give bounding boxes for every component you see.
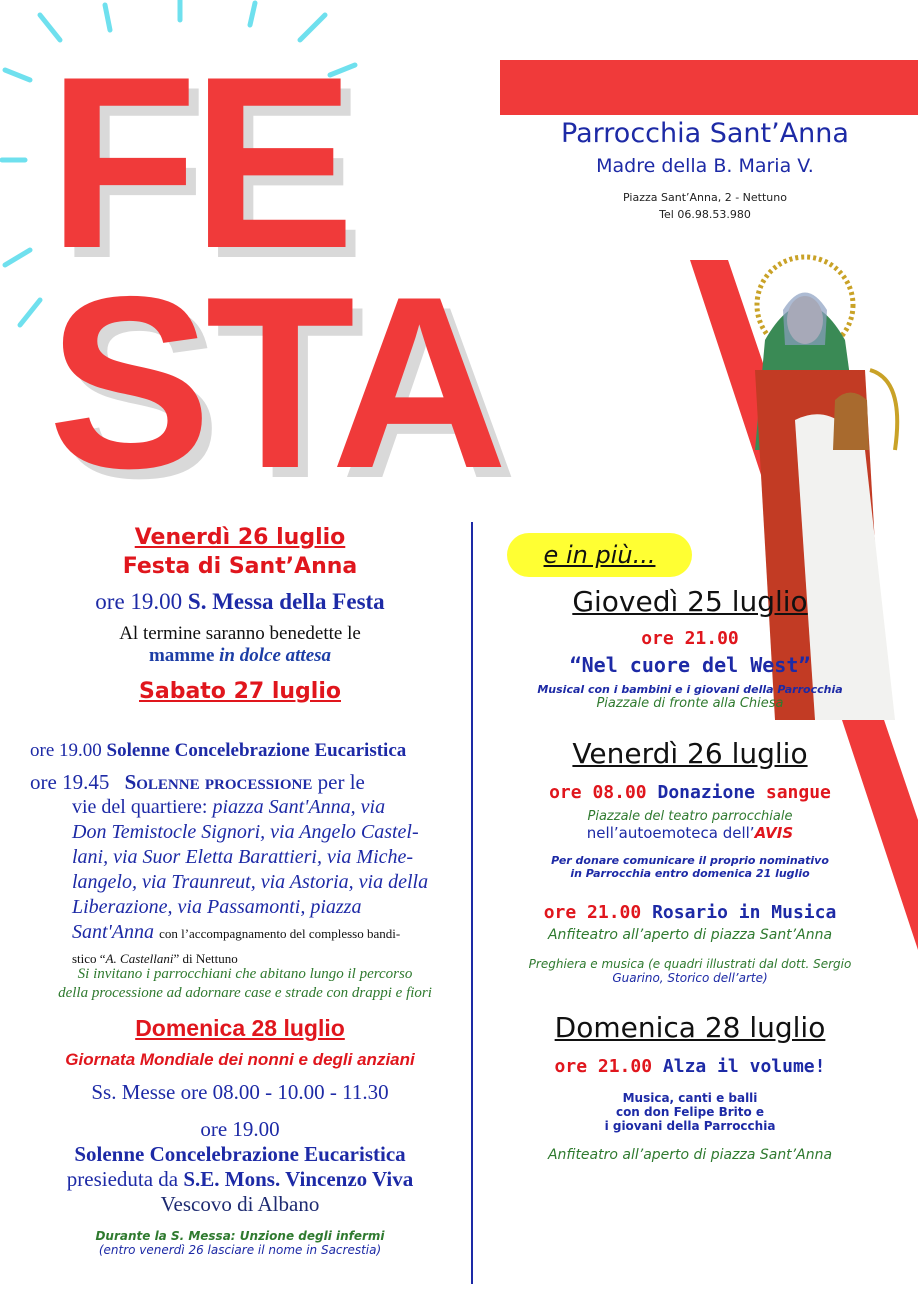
sat-line2-time: ore 19.45 (30, 770, 110, 794)
sat-route-line1: vie del quartiere: piazza Sant'Anna, via (72, 796, 386, 818)
thu-place: Piazzale di fronte alla Chiesa (596, 696, 784, 711)
parish-subtitle: Madre della B. Maria V. (596, 155, 814, 177)
sun-giornata: Giornata Mondiale dei nonni e degli anziani (65, 1050, 415, 1069)
fri2-where-avis: AVIS (754, 824, 794, 842)
fri-note2 (20, 645, 460, 667)
sat-invite (20, 965, 470, 1003)
parish-address: Piazza Sant’Anna, 2 - Nettuno (623, 191, 787, 204)
sat-line2-event: Solenne processione (124, 770, 313, 794)
sun-block (15, 1015, 465, 1257)
sat-line1-event: Solenne Concelebrazione Eucaristica (106, 740, 407, 761)
sun2-volume (480, 1056, 900, 1077)
thu-date: Giovedì 25 luglio (572, 585, 808, 618)
sat-line2-rest: per le (317, 770, 365, 794)
fri2-rosary (480, 902, 900, 923)
sat-block (30, 740, 460, 971)
sat-route-line7: stico “A. Castellani” di Nettuno (72, 951, 238, 966)
parish-header (540, 118, 870, 221)
sat-invite-line2: della processione ad adornare case e strade con drappi e fiori (58, 985, 432, 1001)
sat-invite-line1: Si invitano i parrocchiani che abitano lungo il percorso (77, 966, 413, 982)
fri2-info2: in Parrocchia entro domenica 21 luglio (570, 867, 810, 880)
sat-line1-time: ore 19.00 (30, 740, 102, 761)
fri2-event-a: Donazione (657, 782, 756, 803)
fri2-where (480, 824, 900, 842)
fri2-rosary-desc2: Guarino, Storico dell’arte) (612, 971, 768, 985)
sun-bishop: S.E. Mons. Vincenzo Viva (183, 1167, 414, 1191)
fri-note2-mothers: mamme (148, 645, 215, 666)
sun-presided-label: presieduta da (66, 1167, 179, 1191)
fri2-date: Venerdì 26 luglio (572, 737, 808, 770)
fri2-event-b: sangue (765, 782, 831, 803)
sat-line2 (30, 770, 460, 795)
fri-note1: Al termine saranno benedette le (119, 623, 361, 644)
sun2-desc3: i giovani della Parrocchia (604, 1119, 776, 1133)
fri2-rosary-desc1: Preghiera e musica (e quadri illustrati dal dott. Sergio (528, 957, 852, 971)
fri-date: Venerdì 26 luglio (134, 525, 346, 550)
right-column (480, 585, 900, 1163)
fri2-place: Piazzale del teatro parrocchiale (587, 809, 793, 824)
sat-route-line3: lani, via Suor Eletta Barattieri, via Miche- (72, 846, 414, 868)
fri2-rosary-time: ore 21.00 (543, 902, 642, 923)
sun-note1: Durante la S. Messa: Unzione degli infermi (95, 1229, 385, 1243)
sat-line1 (30, 740, 460, 762)
sun2-date: Domenica 28 luglio (554, 1011, 826, 1044)
fri2-where-a: nell’autoemoteca dell’ (586, 824, 755, 842)
sat-route-line5: Liberazione, via Passamonti, piazza (72, 896, 362, 918)
sun2-place: Anfiteatro all’aperto di piazza Sant’Anna (547, 1147, 833, 1163)
sun-see: Vescovo di Albano (160, 1192, 320, 1216)
sun2-desc1: Musica, canti e balli (622, 1091, 758, 1105)
sat-route-line2: Don Temistocle Signori, via Angelo Castel- (72, 821, 419, 843)
left-column (20, 525, 460, 704)
sun2-desc2: con don Felipe Brito e (615, 1105, 765, 1119)
festa-title-row2: STA (48, 245, 502, 519)
sat-route-line4: langelo, via Traunreut, via Astoria, via della (72, 871, 429, 893)
parish-name: Parrocchia Sant’Anna (561, 118, 849, 149)
thu-desc: Musical con i bambini e i giovani della Parrocchia (537, 683, 843, 696)
sun-event: Solenne Concelebrazione Eucaristica (74, 1142, 406, 1166)
sun-date: Domenica 28 luglio (135, 1015, 345, 1041)
fri-note2-expecting: in dolce attesa (219, 645, 332, 666)
fri2-rosary-place: Anfiteatro all’aperto di piazza Sant’Anna (547, 927, 833, 943)
sat-date: Sabato 27 luglio (139, 679, 341, 704)
fri2-time: ore 08.00 (549, 782, 647, 803)
fri2-donation (480, 782, 900, 803)
sun2-time: ore 21.00 (554, 1056, 653, 1077)
fri2-info1: Per donare comunicare il proprio nominativo (551, 854, 829, 867)
column-divider (471, 522, 473, 1284)
sun2-event: Alza il volume! (662, 1056, 826, 1077)
sun-note2: (entro venerdì 26 lasciare il nome in Sacrestia) (98, 1243, 382, 1257)
sat-route (72, 795, 460, 971)
sun-time: ore 19.00 (200, 1117, 280, 1141)
thu-time: ore 21.00 (641, 628, 739, 649)
fri-title: Festa di Sant’Anna (122, 554, 358, 579)
thu-title: “Nel cuore del West” (569, 653, 811, 677)
fri2-rosary-event: Rosario in Musica (652, 902, 837, 923)
fri-mass (20, 589, 460, 615)
fri-mass-time: ore 19.00 (95, 589, 183, 614)
parish-phone: Tel 06.98.53.980 (659, 208, 751, 221)
sun-presided (15, 1167, 465, 1192)
festa-title-row1: FE (48, 25, 350, 299)
extra-badge: e in più... (507, 533, 692, 577)
sun-messe: Ss. Messe ore 08.00 - 10.00 - 11.30 (91, 1080, 389, 1104)
sat-route-line6: Sant'Anna con l’accompagnamento del complesso bandi- (72, 921, 401, 943)
fri-mass-event: S. Messa della Festa (187, 589, 385, 614)
